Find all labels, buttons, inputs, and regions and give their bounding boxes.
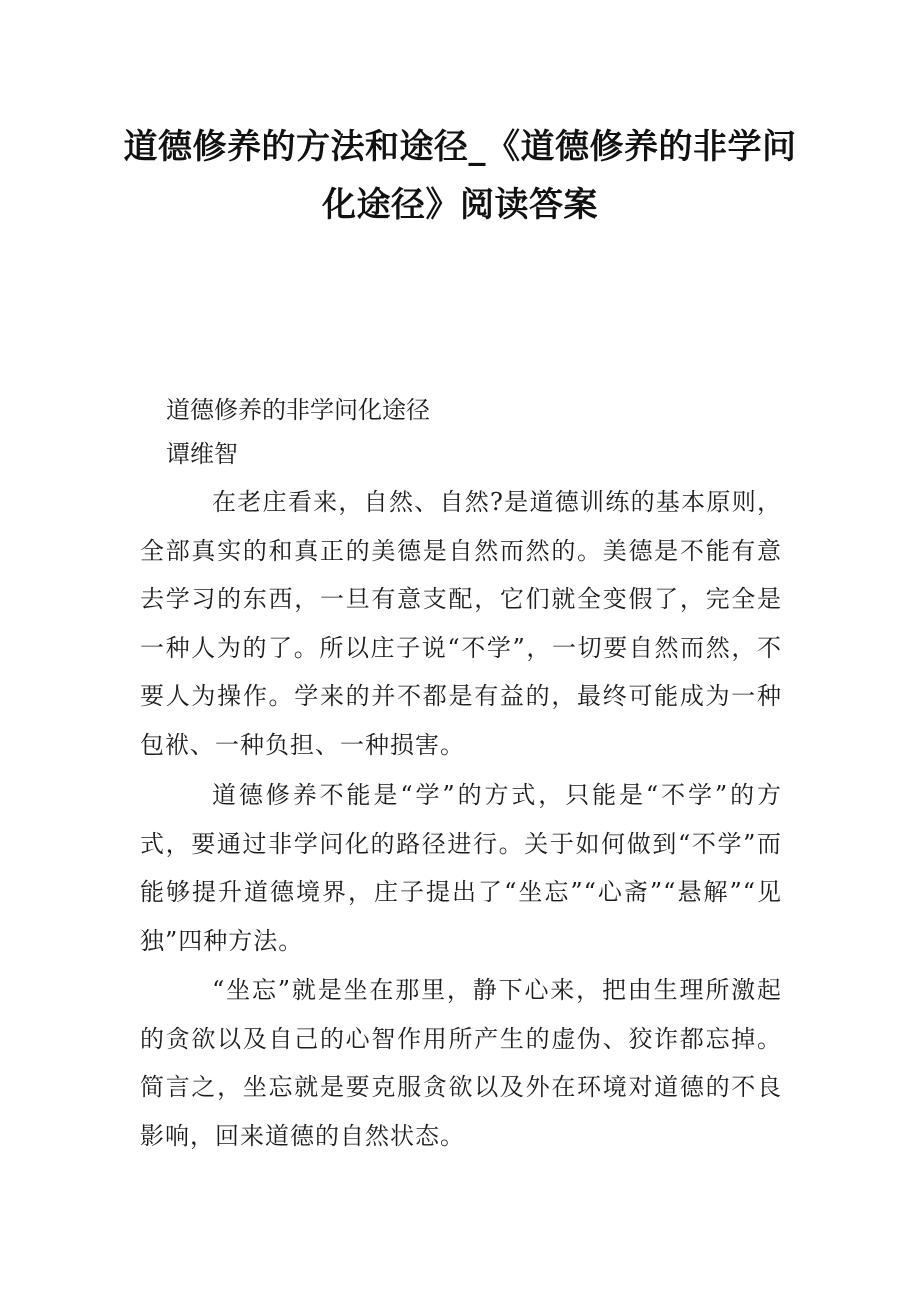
article-author: 谭维智 (166, 440, 238, 468)
paragraph: “坐忘”就是坐在那里，静下心来，把由生理所激起的贪欲以及自己的心智作用所产生的虚伪、狡诈都忘掉。简言之，坐忘就是要克服贪欲以及外在环境对道德的不良影响，回来道德的自然状态。 (140, 976, 782, 1150)
article-subtitle: 道德修养的非学问化途径 (166, 396, 430, 424)
document-title: 道德修养的方法和途径_《道德修养的非学问化途径》阅读答案 (123, 127, 797, 225)
article-body (140, 388, 782, 1160)
paragraph: 在老庄看来，自然、自然?是道德训练的基本原则，全部真实的和真正的美德是自然而然的。美德是不能有意去学习的东西，一旦有意支配，它们就全变假了，完全是一种人为的了。所以庄子说“不学”，一切要自然而然，不要人为操作。学来的并不都是有益的，最终可能成为一种包袱、一种负担、一种损害。 (140, 488, 782, 759)
paragraph: 道德修养不能是“学”的方式，只能是“不学”的方式，要通过非学问化的路径进行。关于如何做到“不学”而能够提升道德境界，庄子提出了“坐忘”“心斋”“悬解”“见独”四种方法。 (140, 781, 782, 955)
